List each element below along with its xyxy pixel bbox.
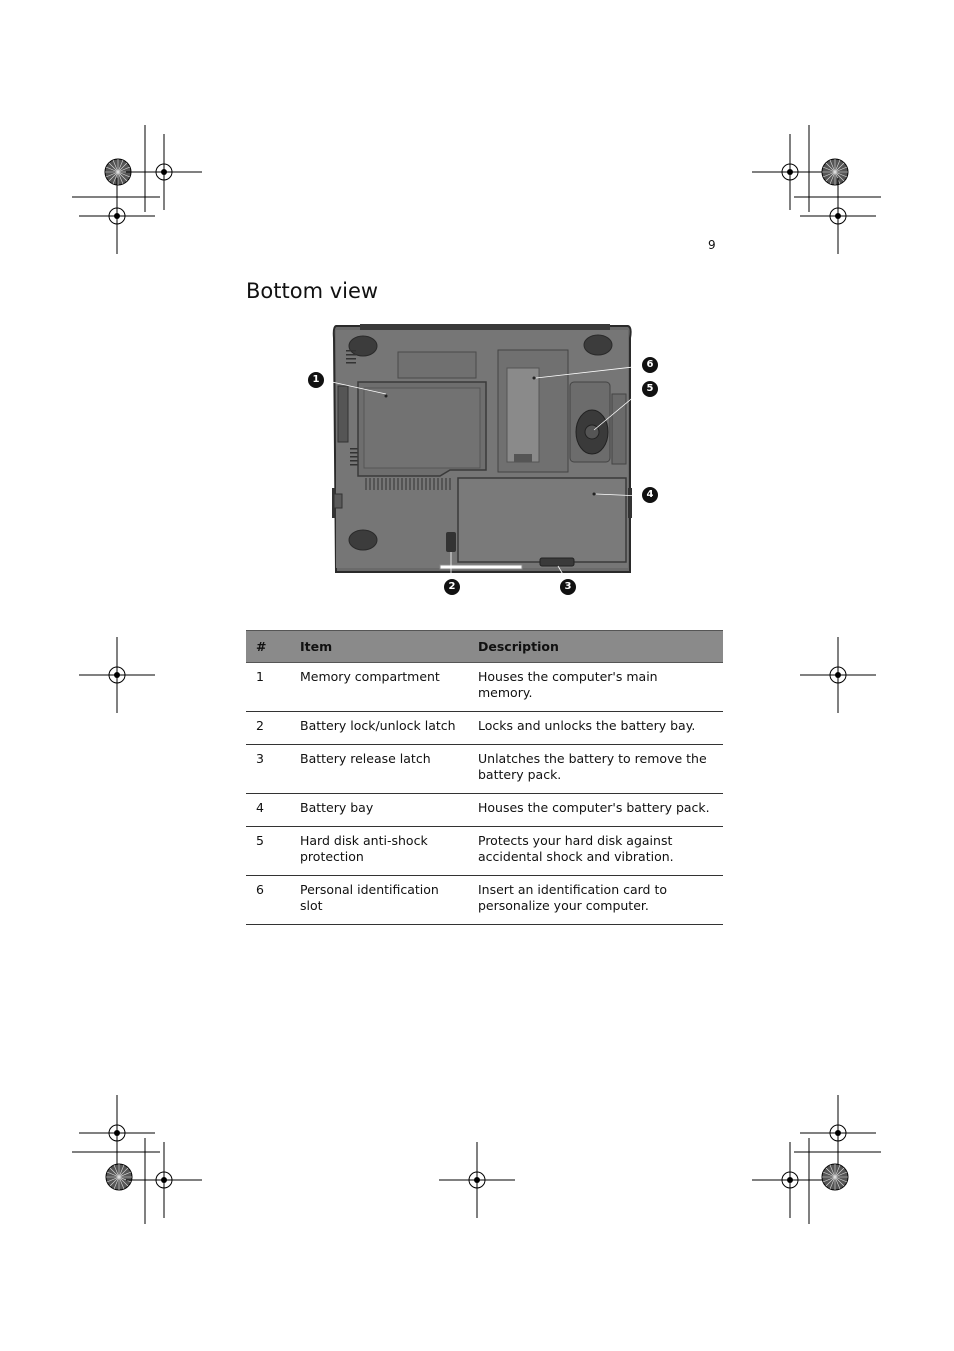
table-row (246, 827, 723, 876)
callout-4: 4 (642, 487, 658, 503)
table-row (246, 876, 723, 925)
row-item: Memory compartment (290, 663, 468, 712)
row-number: 1 (246, 663, 290, 712)
callout-5: 5 (642, 381, 658, 397)
table-row (246, 745, 723, 794)
row-item: Battery lock/unlock latch (290, 712, 468, 745)
row-number: 5 (246, 827, 290, 876)
row-number: 2 (246, 712, 290, 745)
table-row (246, 794, 723, 827)
row-description: Locks and unlocks the battery bay. (468, 712, 723, 745)
bottom-view-table (246, 630, 723, 925)
row-number: 4 (246, 794, 290, 827)
column-header-description: Description (468, 631, 723, 663)
row-item: Hard disk anti-shock protection (290, 827, 468, 876)
section-title: Bottom view (246, 279, 379, 303)
laptop-bottom-figure (300, 318, 670, 600)
laptop-bottom-illustration (300, 318, 670, 600)
row-description: Insert an identification card to personalize your computer. (468, 876, 723, 925)
table-row (246, 663, 723, 712)
page-number: 9 (708, 238, 716, 252)
callout-3: 3 (560, 579, 576, 595)
row-number: 3 (246, 745, 290, 794)
callout-1: 1 (308, 372, 324, 388)
callout-2: 2 (444, 579, 460, 595)
table-row (246, 712, 723, 745)
row-item: Battery release latch (290, 745, 468, 794)
callout-6: 6 (642, 357, 658, 373)
row-description: Houses the computer's battery pack. (468, 794, 723, 827)
row-description: Houses the computer's main memory. (468, 663, 723, 712)
row-item: Battery bay (290, 794, 468, 827)
column-header-number: # (246, 631, 290, 663)
row-number: 6 (246, 876, 290, 925)
column-header-item: Item (290, 631, 468, 663)
row-description: Protects your hard disk against accidental shock and vibration. (468, 827, 723, 876)
table-header-row (246, 631, 723, 663)
row-item: Personal identification slot (290, 876, 468, 925)
row-description: Unlatches the battery to remove the battery pack. (468, 745, 723, 794)
